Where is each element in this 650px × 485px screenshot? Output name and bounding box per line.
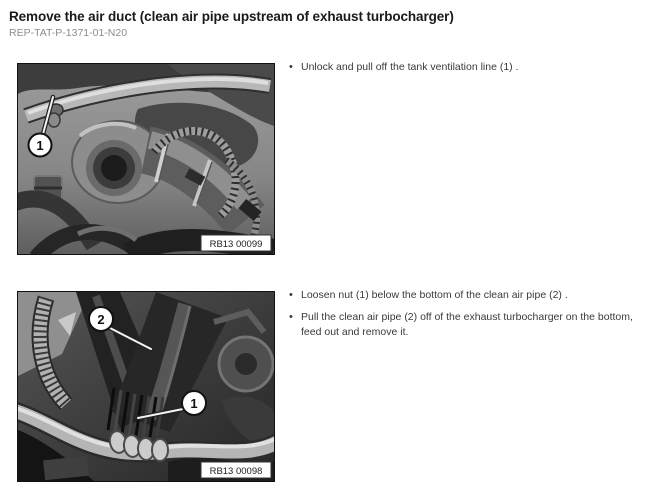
instructions-section-1 <box>288 60 640 82</box>
instructions-section-2 <box>288 288 640 347</box>
instruction-bullet: • Unlock and pull off the tank ventilation line (1) . <box>288 60 640 76</box>
page-title: Remove the air duct (clean air pipe upstream of exhaust turbocharger) <box>9 9 454 24</box>
figure-1-label: RB13 00099 <box>209 239 263 250</box>
doc-code: REP-TAT-P-1371-01-N20 <box>9 27 128 39</box>
instruction-bullet: • Loosen nut (1) below the bottom of the clean air pipe (2) . <box>288 288 640 304</box>
figure-2-label: RB13 00098 <box>209 466 263 477</box>
figure-clean-air-pipe-photo <box>17 291 275 482</box>
engine-photo-1-illustration <box>18 64 274 254</box>
callout-2-number: 2 <box>97 312 105 327</box>
figure-turbocharger-photo <box>17 63 275 255</box>
engine-photo-2-illustration <box>18 292 274 481</box>
instruction-bullet: • Pull the clean air pipe (2) off of the exhaust turbocharger on the bottom, feed out and remove it. <box>288 310 640 341</box>
callout-1-number-fig2: 1 <box>190 396 198 411</box>
callout-1-number: 1 <box>36 138 44 153</box>
